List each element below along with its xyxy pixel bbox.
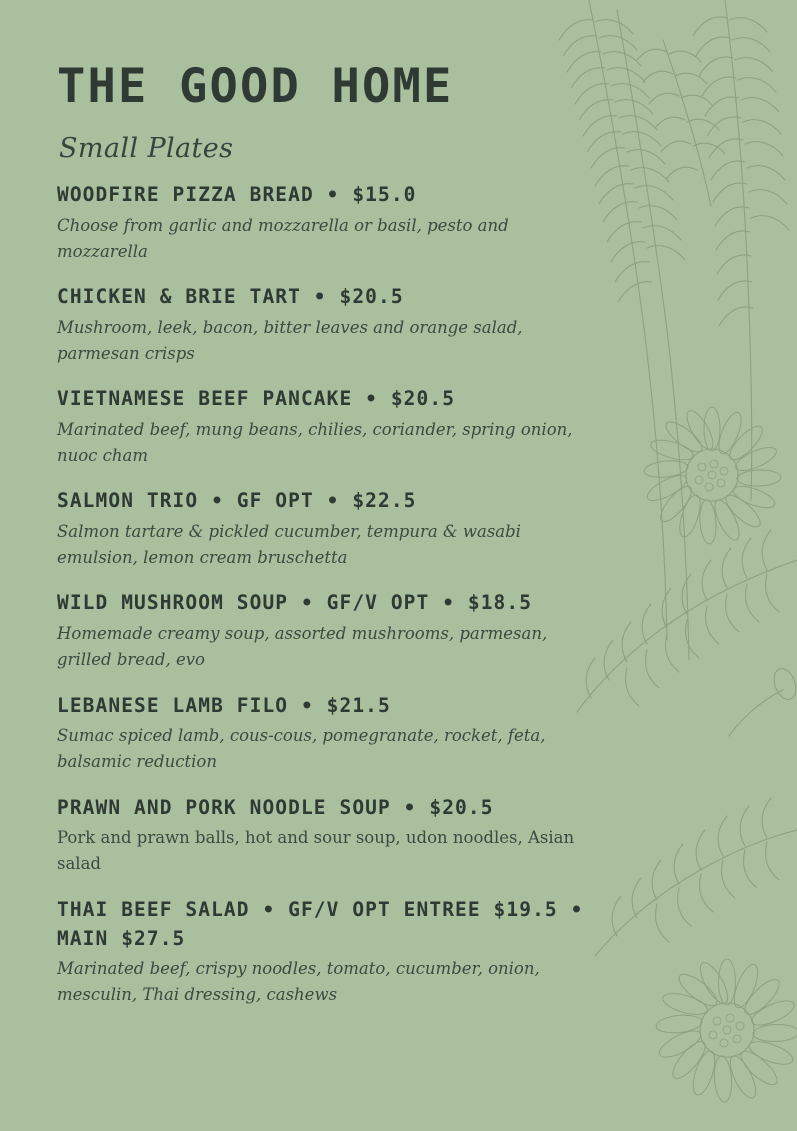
- menu-item: [57, 282, 640, 367]
- menu-item-name: VIETNAMESE BEEF PANCAKE • $20.5: [57, 387, 456, 411]
- page-title: THE GOOD HOME: [57, 59, 454, 114]
- section-title: Small Plates: [59, 133, 234, 165]
- menu-item: [57, 793, 640, 878]
- menu-item-name: CHICKEN & BRIE TART • $20.5: [57, 285, 404, 309]
- menu-item-description: Choose from garlic and mozzarella or basil, pesto and mozzarella: [57, 215, 509, 261]
- menu-item-description: Mushroom, leek, bacon, bitter leaves and orange salad, parmesan crisps: [57, 317, 523, 364]
- menu-item: [57, 486, 640, 571]
- menu-item-name: WOODFIRE PIZZA BREAD • $15.0: [57, 183, 417, 207]
- menu-item-description: Homemade creamy soup, assorted mushrooms, parmesan, grilled bread, evo: [57, 623, 548, 670]
- menu-item-name: SALMON TRIO • GF OPT • $22.5: [57, 489, 417, 513]
- menu-item-name: WILD MUSHROOM SOUP • GF/V OPT • $18.5: [57, 591, 533, 615]
- menu-item-description: Marinated beef, crispy noodles, tomato, cucumber, onion, mesculin, Thai dressing, cashews: [57, 959, 540, 1005]
- menu-item-name: THAI BEEF SALAD • GF/V OPT ENTREE $19.5 • MAIN $27.5: [57, 897, 584, 950]
- menu-item: [57, 384, 640, 469]
- menu-item-description: Marinated beef, mung beans, chilies, coriander, spring onion, nuoc cham: [57, 419, 573, 466]
- menu-item-description: Salmon tartare & pickled cucumber, tempura & wasabi emulsion, lemon cream bruschetta: [57, 521, 521, 568]
- menu-item: [57, 588, 640, 673]
- menu-item-name: LEBANESE LAMB FILO • $21.5: [57, 693, 391, 717]
- menu-item: [57, 691, 640, 776]
- menu-item: [57, 895, 640, 1009]
- menu-item: [57, 180, 640, 265]
- menu-item-description: Pork and prawn balls, hot and sour soup, udon noodles, Asian salad: [57, 827, 575, 874]
- menu-item-description: Sumac spiced lamb, cous-cous, pomegranate, rocket, feta, balsamic reduction: [57, 725, 546, 772]
- menu-item-name: PRAWN AND PORK NOODLE SOUP • $20.5: [57, 795, 494, 819]
